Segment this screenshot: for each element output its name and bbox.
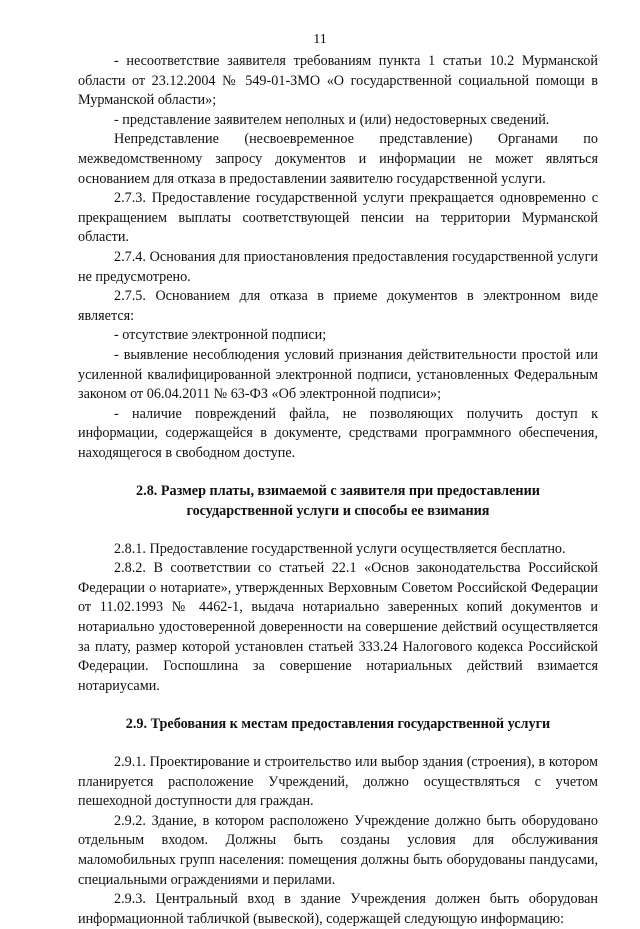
section-heading-2-9	[78, 715, 598, 735]
heading-line: государственной услуги и способы ее взимания	[186, 503, 490, 520]
paragraph: 2.9.2. Здание, в котором расположено Учреждение должно быть оборудовано отдельным входом. Должны быть созданы условия для обслуживания маломобильных групп населения: помещения должны быть оборудованы пандусами, специальными ограждениями и перилами.	[78, 812, 598, 888]
paragraph: - несоответствие заявителя требованиям пункта 1 статьи 10.2 Мурманской области от 23.12.2004 № 549-01-ЗМО «О государственной социальной помощи в Мурманской области»;	[78, 53, 598, 109]
paragraph: 2.7.3. Предоставление государственной услуги прекращается одновременно с прекращением выплаты соответствующей пенсии на территории Мурманской области.	[78, 190, 598, 246]
paragraph: 2.7.5. Основанием для отказа в приеме документов в электронном виде является:	[78, 288, 598, 324]
paragraph: 2.9.1. Проектирование и строительство или выбор здания (строения), в котором планируется расположение Учреждений, должно осуществляться с учетом пешеходной доступности для граждан.	[78, 754, 598, 810]
paragraph: - представление заявителем неполных и (или) недостоверных сведений.	[114, 111, 550, 128]
paragraph: - выявление несоблюдения условий признания действительности простой или усиленной квалифицированной электронной подписи, установленных Федеральным законом от 06.04.2011 № 63-ФЗ «Об электронной подписи»;	[78, 346, 598, 403]
paragraph: 2.7.4. Основания для приостановления предоставления государственной услуги не предусмотрено.	[78, 248, 598, 285]
page-number: 11	[313, 32, 327, 47]
paragraph: 2.9.3. Центральный вход в здание Учреждения должен быть оборудован информационной табличкой (вывеской), содержащей следующую информацию:	[78, 891, 598, 927]
paragraph: Непредставление (несвоевременное представление) Органами по межведомственному запросу документов и информации не может являться основанием для отказа в предоставлении заявителю государственной услуги.	[78, 131, 598, 187]
paragraph: 2.8.2. В соответствии со статьей 22.1 «Основ законодательства Российской Федерации о нотариате», утвержденных Верховным Советом Российской Федерации от 11.02.1993 № 4462-1, выдача нотариально заверенных копий документов и нотариально удостоверенной доверенности на совершение действий осуществляется за плату, размер которой установлен статьей 333.24 Налогового кодекса Российской Федерации. Госпошлина за совершение нотариальных действий взимается нотариусами.	[78, 560, 598, 694]
heading-line: 2.9. Требования к местам предоставления государственной услуги	[125, 716, 551, 733]
paragraph: - отсутствие электронной подписи;	[114, 327, 327, 344]
heading-line: 2.8. Размер платы, взимаемой с заявителя при предоставлении	[136, 483, 540, 500]
paragraph: - наличие повреждений файла, не позволяющих получить доступ к информации, содержащейся в документе, средствами программного обеспечения, находящегося в свободном доступе.	[78, 405, 598, 461]
section-heading-2-8	[78, 482, 598, 521]
page-body	[78, 52, 598, 929]
paragraph: 2.8.1. Предоставление государственной услуги осуществляется бесплатно.	[114, 540, 566, 557]
